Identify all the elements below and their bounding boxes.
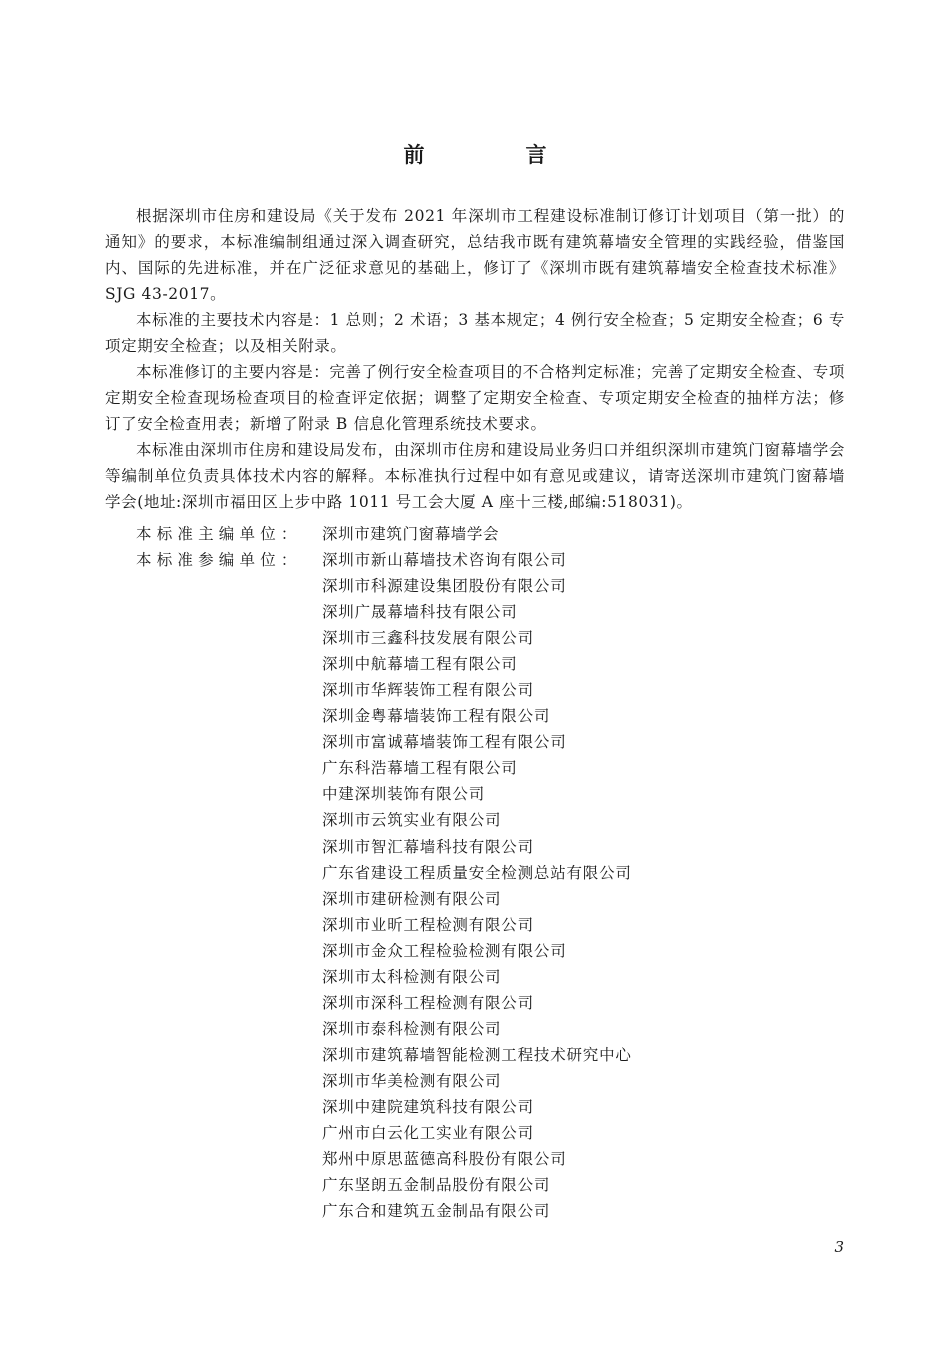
list-item: 广东合和建筑五金制品有限公司 (322, 1202, 551, 1221)
list-item: 深圳市泰科检测有限公司 (322, 1019, 502, 1038)
list-item: 深圳市业昕工程检测有限公司 (322, 915, 534, 934)
list-item: 深圳市建研检测有限公司 (322, 889, 502, 908)
list-item: 深圳市深科工程检测有限公司 (322, 993, 534, 1012)
paragraph-publisher: 本标准由深圳市住房和建设局发布，由深圳市住房和建设局业务归口并组织深圳市建筑门窗幕墙学会等编制单位负责具体技术内容的解释。本标准执行过程中如有意见或建议，请寄送深圳市建筑门窗幕墙学会(地址:深圳市福田区上步中路 1011 号工会大厦 A 座十三楼,邮编:518031)。 (105, 441, 845, 511)
list-item: 郑州中原思蓝德高科股份有限公司 (322, 1150, 567, 1169)
list-item: 广东省建设工程质量安全检测总站有限公司 (322, 863, 632, 882)
list-item: 深圳市太科检测有限公司 (322, 967, 502, 986)
list-item: 深圳市三鑫科技发展有限公司 (322, 629, 534, 648)
list-item: 深圳市智汇幕墙科技有限公司 (322, 837, 534, 856)
list-item: 深圳市华辉装饰工程有限公司 (322, 681, 534, 700)
list-item: 深圳中建院建筑科技有限公司 (322, 1097, 534, 1116)
list-item: 中建深圳装饰有限公司 (322, 785, 486, 804)
paragraph-background: 根据深圳市住房和建设局《关于发布 2021 年深圳市工程建设标准制订修订计划项目（第一批）的通知》的要求，本标准编制组通过深入调查研究，总结我市既有建筑幕墙安全管理的实践经验，借鉴国内、国际的先进标准，并在广泛征求意见的基础上，修订了《深圳市既有建筑幕墙安全检查技术标准》SJG 43-2017。 (105, 207, 845, 303)
preface-body (105, 203, 845, 515)
list-item: 广东科浩幕墙工程有限公司 (322, 759, 518, 778)
list-item: 深圳市华美检测有限公司 (322, 1071, 502, 1090)
participating-units-label: 本标准参编单位： (136, 551, 302, 569)
list-item: 深圳金粤幕墙装饰工程有限公司 (322, 707, 551, 726)
paragraph-main-contents: 本标准的主要技术内容是：1 总则；2 术语；3 基本规定；4 例行安全检查；5 定期安全检查；6 专项定期安全检查；以及相关附录。 (105, 311, 845, 355)
participating-units-list (322, 547, 632, 1224)
list-item: 深圳市云筑实业有限公司 (322, 811, 502, 830)
list-item: 深圳市建筑幕墙智能检测工程技术研究中心 (322, 1045, 632, 1064)
list-item: 广东坚朗五金制品股份有限公司 (322, 1176, 551, 1195)
list-item: 深圳市富诚幕墙装饰工程有限公司 (322, 733, 567, 752)
list-item: 深圳市金众工程检验检测有限公司 (322, 941, 567, 960)
chief-unit-value: 深圳市建筑门窗幕墙学会 (322, 525, 500, 543)
list-item: 深圳市新山幕墙技术咨询有限公司 (322, 551, 567, 569)
paragraph-revisions: 本标准修订的主要内容是：完善了例行安全检查项目的不合格判定标准；完善了定期安全检查、专项定期安全检查现场检查项目的检查评定依据；调整了定期安全检查、专项定期安全检查的抽样方法；修订了安全检查用表；新增了附录 B 信息化管理系统技术要求。 (105, 363, 845, 433)
chief-unit-label: 本标准主编单位： (136, 525, 302, 543)
page-title: 前 言 (403, 143, 587, 167)
list-item: 深圳中航幕墙工程有限公司 (322, 655, 518, 674)
list-item: 广州市白云化工实业有限公司 (322, 1124, 534, 1143)
list-item: 深圳广晟幕墙科技有限公司 (322, 603, 518, 622)
list-item: 深圳市科源建设集团股份有限公司 (322, 577, 567, 596)
page-number: 3 (834, 1238, 844, 1256)
